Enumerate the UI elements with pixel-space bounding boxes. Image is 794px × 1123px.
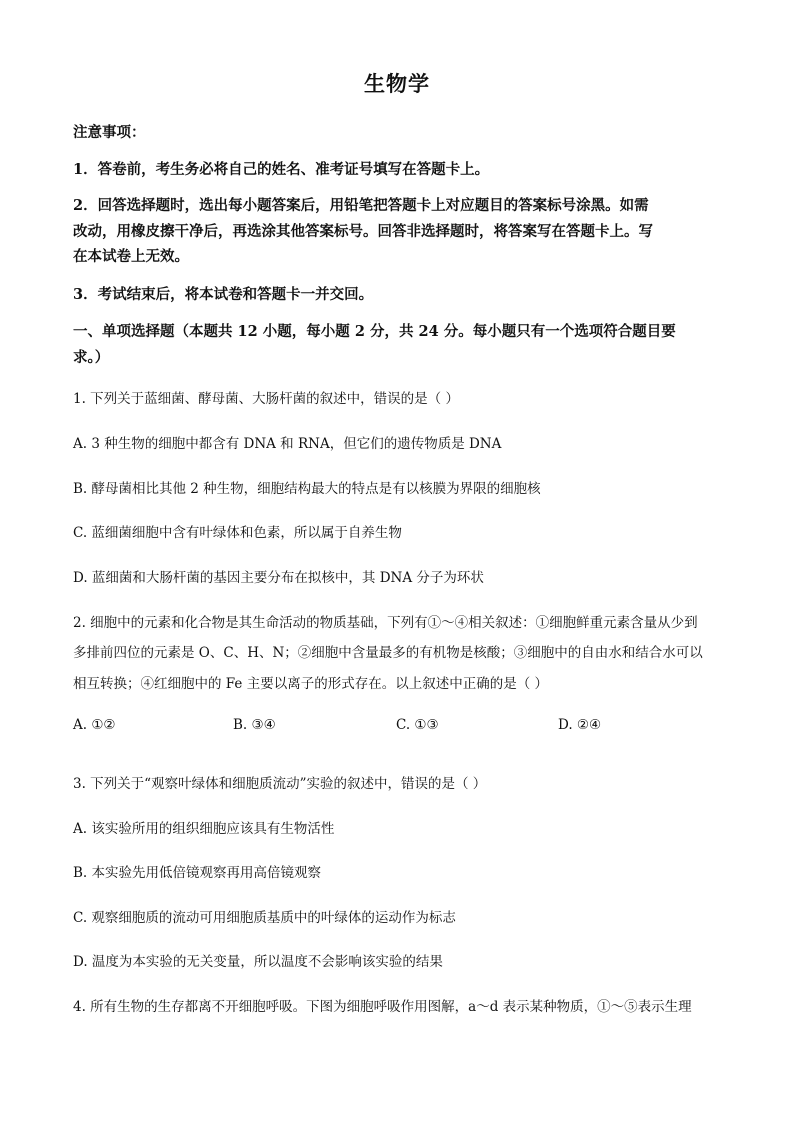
notice-item-2-line-2: 改动，用橡皮擦干净后，再选涂其他答案标号。回答非选择题时，将答案写在答题卡上。写 [73, 223, 653, 240]
question-1-option-d: D. 蓝细菌和大肠杆菌的基因主要分布在拟核中，其 DNA 分子为环状 [73, 570, 484, 586]
question-2-stem-line-1: 2. 细胞中的元素和化合物是其生命活动的物质基础，下列有①～④相关叙述：①细胞鲜重元素含量从少到 [73, 615, 698, 631]
notice-item-2-line-3: 在本试卷上无效。 [73, 248, 189, 265]
question-1-option-b: B. 酵母菌相比其他 2 种生物，细胞结构最大的特点是有以核膜为界限的细胞核 [73, 481, 541, 497]
notice-item-1: 1．答卷前，考生务必将自己的姓名、准考证号填写在答题卡上。 [73, 161, 490, 178]
question-1-stem: 1. 下列关于蓝细菌、酵母菌、大肠杆菌的叙述中，错误的是（ ） [73, 391, 459, 407]
question-2-option-b: B. ③④ [233, 717, 276, 733]
notice-item-2-line-1: 2．回答选择题时，选出每小题答案后，用铅笔把答题卡上对应题目的答案标号涂黑。如需 [73, 197, 649, 214]
question-2-option-c: C. ①③ [396, 717, 439, 733]
question-3-option-c: C. 观察细胞质的流动可用细胞质基质中的叶绿体的运动作为标志 [73, 910, 456, 926]
question-3-stem: 3. 下列关于“观察叶绿体和细胞质流动”实验的叙述中，错误的是（ ） [73, 776, 487, 792]
question-3-option-a: A. 该实验所用的组织细胞应该具有生物活性 [73, 821, 335, 837]
question-2-stem-line-3: 相互转换；④红细胞中的 Fe 主要以离子的形式存在。以上叙述中正确的是（ ） [73, 676, 548, 692]
question-1-option-a: A. 3 种生物的细胞中都含有 DNA 和 RNA，但它们的遗传物质是 DNA [73, 436, 502, 452]
question-2-option-d: D. ②④ [558, 717, 602, 733]
question-2-option-a: A. ①② [73, 717, 116, 733]
question-2-stem-line-2: 多排前四位的元素是 O、C、H、N；②细胞中含量最多的有机物是核酸；③细胞中的自由水和结合水可以 [73, 645, 703, 661]
question-1-option-c: C. 蓝细菌细胞中含有叶绿体和色素，所以属于自养生物 [73, 525, 402, 541]
section-heading-line-2: 求。） [73, 349, 110, 366]
question-3-option-b: B. 本实验先用低倍镜观察再用高倍镜观察 [73, 865, 322, 881]
question-3-option-d: D. 温度为本实验的无关变量，所以温度不会影响该实验的结果 [73, 954, 443, 970]
section-heading-line-1: 一、单项选择题（本题共 12 小题，每小题 2 分，共 24 分。每小题只有一个选项符合题目要 [73, 323, 676, 340]
notice-heading: 注意事项： [73, 124, 146, 141]
question-4-stem-line-1: 4. 所有生物的生存都离不开细胞呼吸。下图为细胞呼吸作用图解，a～d 表示某种物质，①～⑤表示生理 [73, 999, 692, 1015]
page-title: 生物学 [364, 71, 430, 96]
notice-item-3: 3．考试结束后，将本试卷和答题卡一并交回。 [73, 286, 374, 303]
